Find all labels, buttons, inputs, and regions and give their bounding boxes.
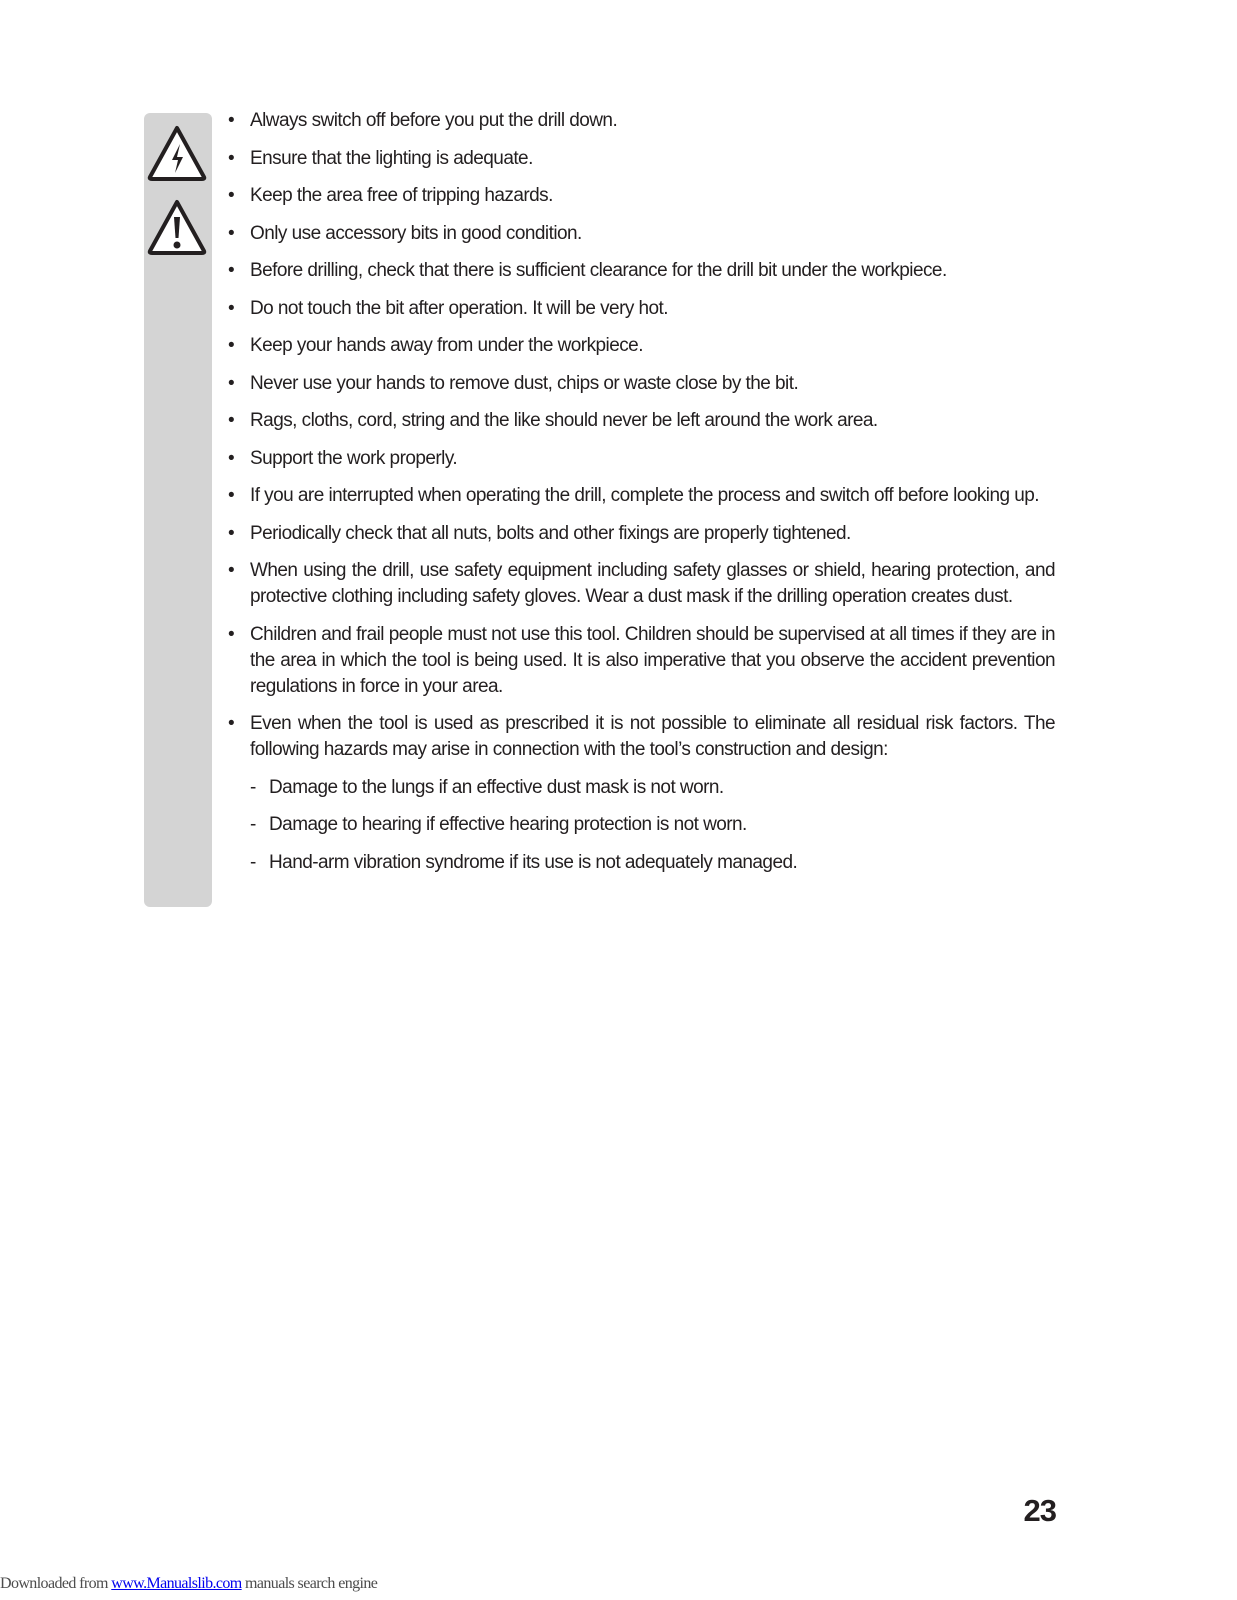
electric-shock-warning-icon (146, 124, 208, 182)
list-item: • Support the work properly. (228, 446, 1055, 472)
list-item: • Keep the area free of tripping hazards. (228, 183, 1055, 209)
hazard-list (250, 775, 1055, 876)
hazard-item: - Hand-arm vibration syndrome if its use is not adequately managed. (250, 850, 1055, 876)
list-item: • When using the drill, use safety equipment including safety glasses or shield, hearing protection, and protective clothing including safety gloves. Wear a dust mask if the drilling operation creates dust. (228, 558, 1055, 610)
footer-prefix: Downloaded from (0, 1575, 112, 1592)
list-item: • Periodically check that all nuts, bolts and other fixings are properly tightened. (228, 521, 1055, 547)
list-item: • Always switch off before you put the drill down. (228, 108, 1055, 134)
list-item: • If you are interrupted when operating the drill, complete the process and switch off before looking up. (228, 483, 1055, 509)
list-item: • Ensure that the lighting is adequate. (228, 146, 1055, 172)
list-item (228, 711, 1055, 876)
download-footer (0, 1575, 377, 1593)
page-number: 23 (1023, 1493, 1056, 1528)
general-warning-icon (146, 198, 208, 256)
list-item: • Only use accessory bits in good condition. (228, 221, 1055, 247)
residual-risk-text: Even when the tool is used as prescribed it is not possible to eliminate all residual risk factors. The following hazards may arise in connection with the tool’s construction and design: (250, 713, 1055, 760)
footer-suffix: manuals search engine (241, 1575, 378, 1592)
list-item: • Before drilling, check that there is sufficient clearance for the drill bit under the workpiece. (228, 258, 1055, 284)
hazard-item: - Damage to the lungs if an effective dust mask is not worn. (250, 775, 1055, 801)
list-item: • Rags, cloths, cord, string and the like should never be left around the work area. (228, 408, 1055, 434)
list-item: • Children and frail people must not use this tool. Children should be supervised at all times if they are in the area in which the tool is being used. It is also imperative that you observe the accident prevention regulations in force in your area. (228, 622, 1055, 700)
list-item: • Never use your hands to remove dust, chips or waste close by the bit. (228, 371, 1055, 397)
list-item: • Do not touch the bit after operation. It will be very hot. (228, 296, 1055, 322)
list-item: • Keep your hands away from under the workpiece. (228, 333, 1055, 359)
hazard-item: - Damage to hearing if effective hearing protection is not worn. (250, 812, 1055, 838)
manualslib-link[interactable]: www.Manualslib.com (111, 1575, 242, 1592)
safety-instructions-list (228, 108, 1055, 887)
